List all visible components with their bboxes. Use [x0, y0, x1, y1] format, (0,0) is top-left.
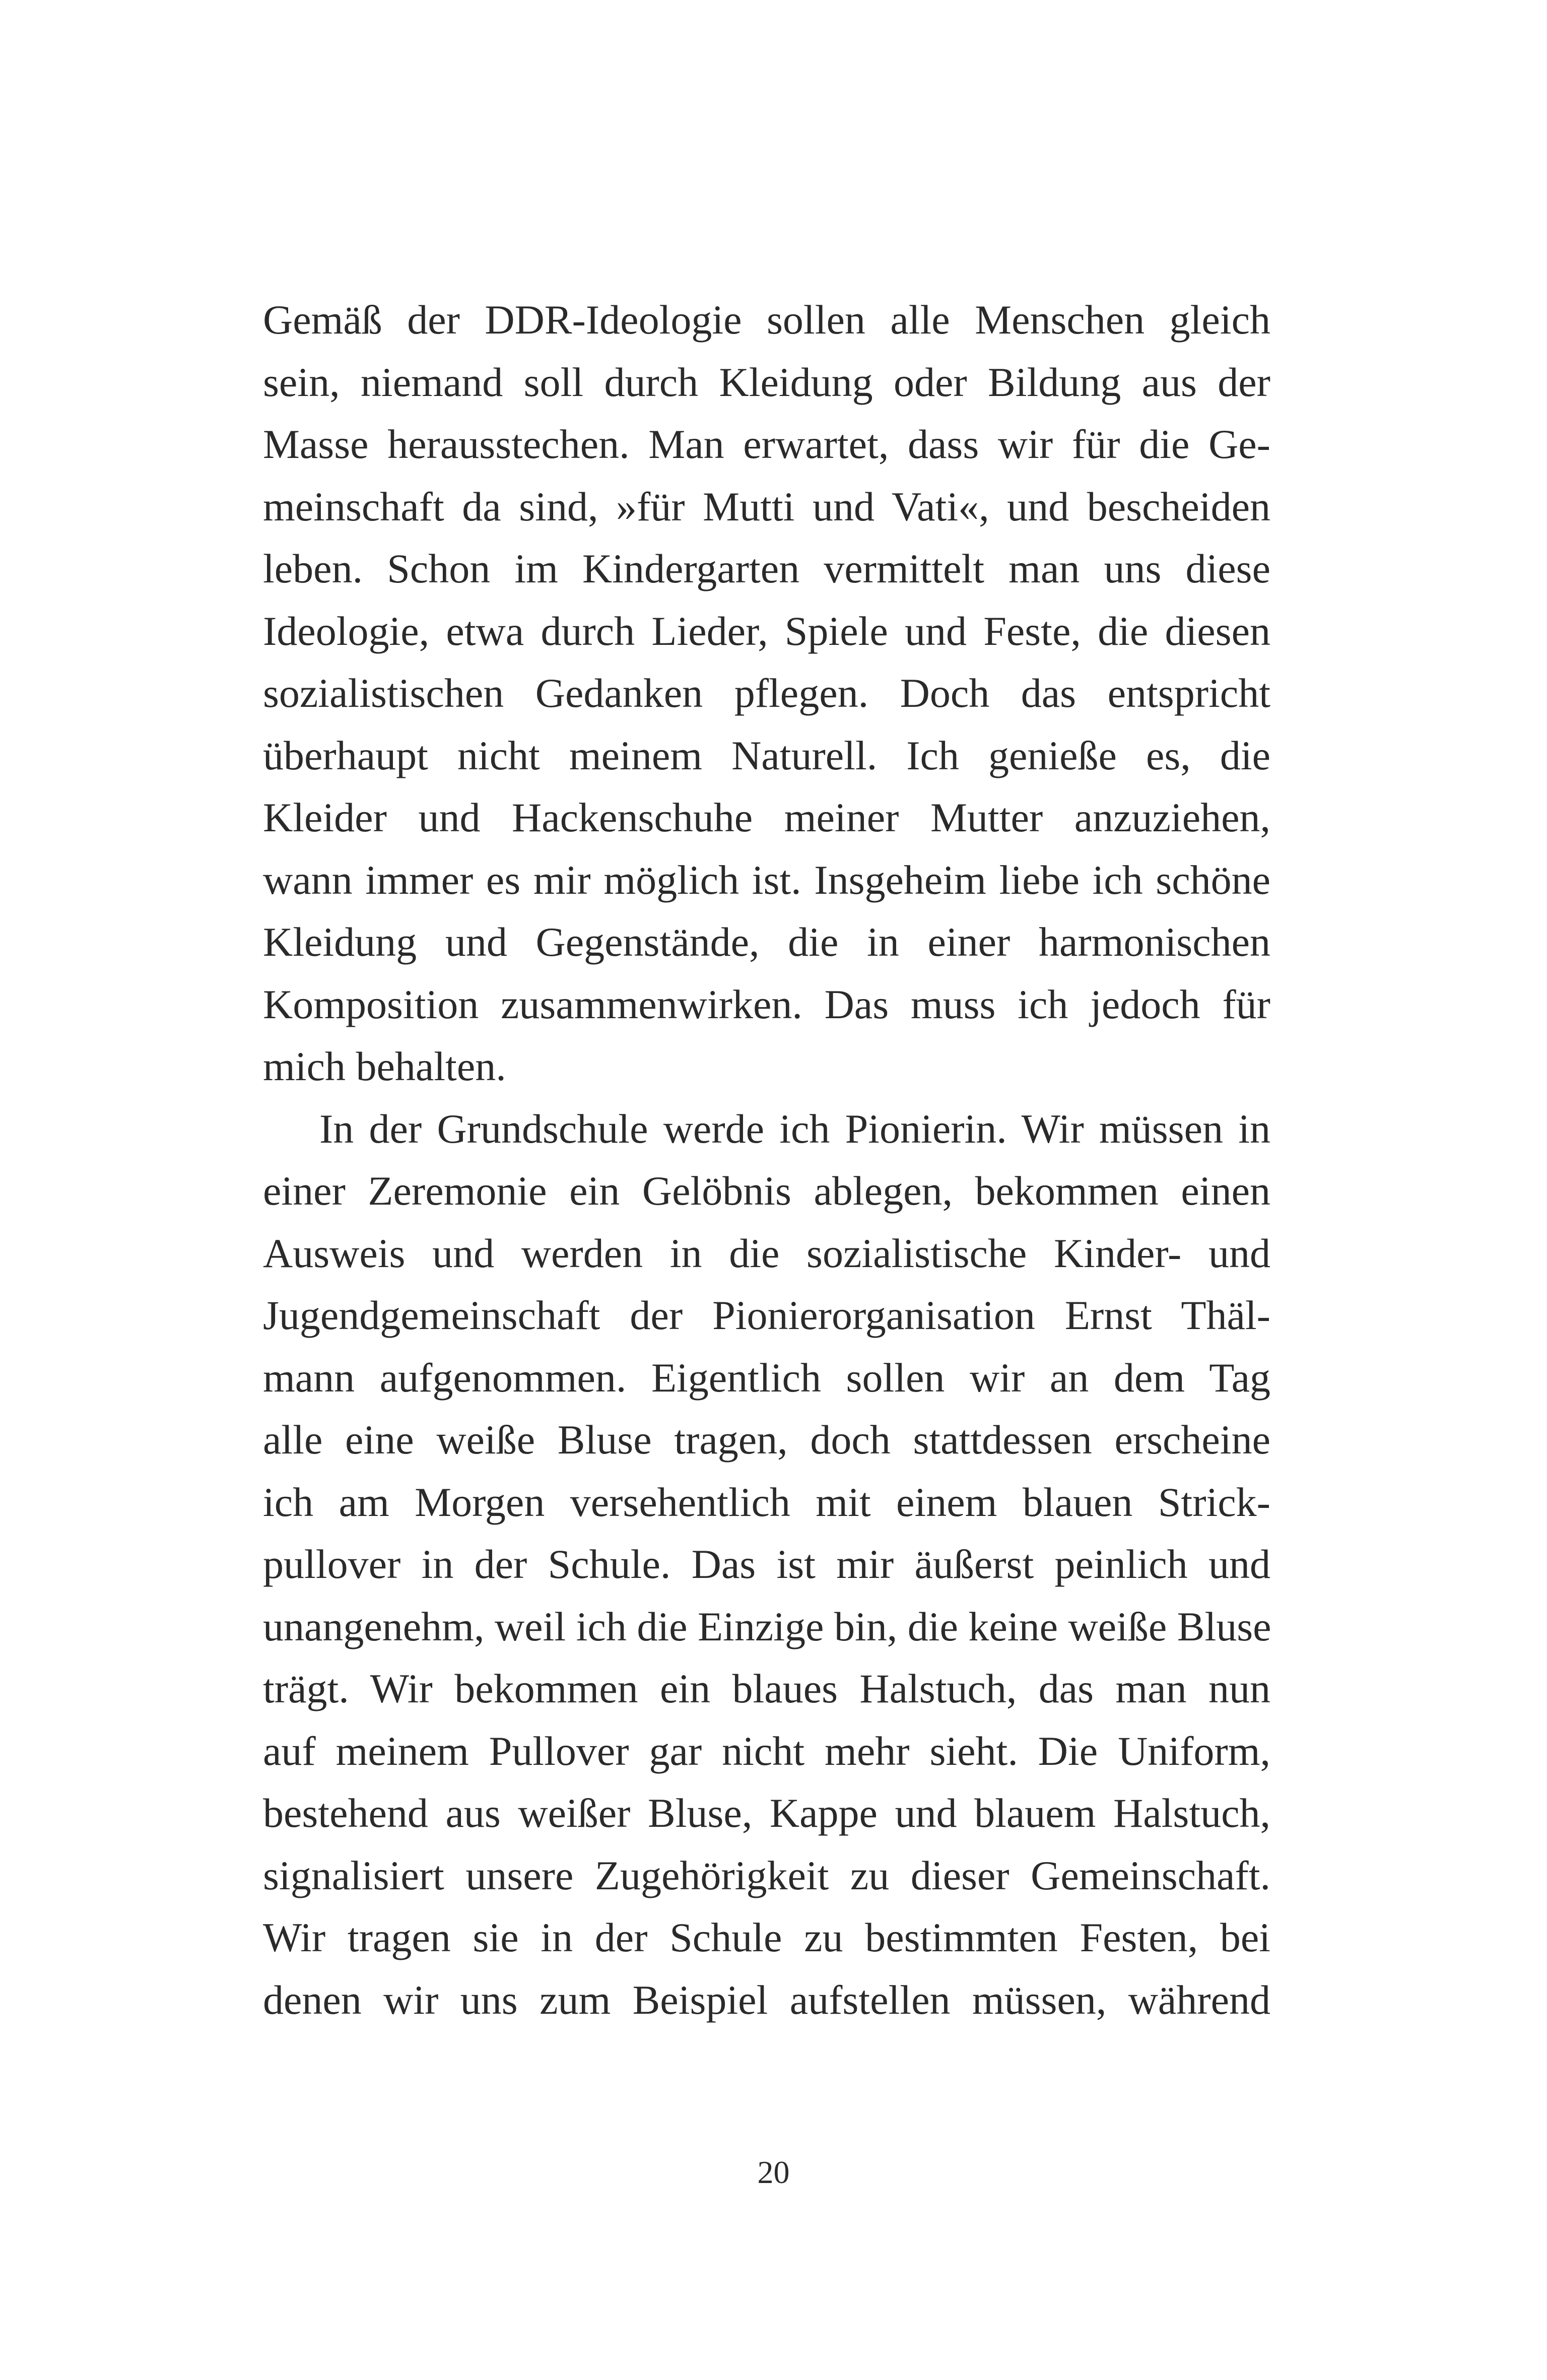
text-line: sein, niemand soll durch Kleidung oder Bildung aus der — [263, 359, 1270, 405]
text-line: mich behalten. — [263, 1043, 506, 1089]
text-line: Wir tragen sie in der Schule zu bestimmten Festen, bei — [263, 1914, 1270, 1960]
paragraph-2 — [263, 1098, 1270, 2031]
text-line: auf meinem Pullover gar nicht mehr sieht. Die Uniform, — [263, 1728, 1270, 1774]
text-line: Ideologie, etwa durch Lieder, Spiele und Feste, die diesen — [263, 608, 1270, 654]
text-line: wann immer es mir möglich ist. Insgeheim liebe ich schöne — [263, 856, 1270, 903]
text-line: ich am Morgen versehentlich mit einem blauen Strick- — [263, 1479, 1270, 1525]
text-line: trägt. Wir bekommen ein blaues Halstuch, das man nun — [263, 1666, 1270, 1711]
text-line: denen wir uns zum Beispiel aufstellen müssen, während — [263, 1976, 1270, 2023]
page-number: 20 — [757, 2154, 790, 2190]
text-line: Kleider und Hackenschuhe meiner Mutter anzuziehen, — [263, 795, 1270, 840]
text-line: Komposition zusammenwirken. Das muss ich jedoch für — [263, 981, 1270, 1027]
text-line: pullover in der Schule. Das ist mir äußerst peinlich und — [263, 1541, 1270, 1587]
text-line: Ausweis und werden in die sozialistische Kinder- und — [263, 1230, 1270, 1276]
text-line: Jugendgemeinschaft der Pionierorganisation Ernst Thäl- — [263, 1292, 1270, 1338]
text-line: In der Grundschule werde ich Pionierin. Wir müssen in — [319, 1105, 1270, 1152]
text-line: sozialistischen Gedanken pflegen. Doch das entspricht — [263, 670, 1270, 716]
text-line: signalisiert unsere Zugehörigkeit zu dieser Gemeinschaft. — [263, 1852, 1270, 1898]
text-line: mann aufgenommen. Eigentlich sollen wir an dem Tag — [263, 1354, 1270, 1401]
text-line: Kleidung und Gegenstände, die in einer harmonischen — [263, 919, 1270, 965]
text-line: alle eine weiße Bluse tragen, doch stattdessen erscheine — [263, 1417, 1270, 1463]
body-text — [263, 289, 1270, 2031]
text-line: meinschaft da sind, »für Mutti und Vati«, und bescheiden — [263, 483, 1270, 530]
text-line: leben. Schon im Kindergarten vermittelt man uns diese — [263, 546, 1270, 591]
text-line: unangenehm, weil ich die Einzige bin, die keine weiße Bluse — [263, 1603, 1271, 1649]
text-line: Gemäß der DDR-Ideologie sollen alle Menschen gleich — [263, 297, 1270, 343]
text-line: bestehend aus weißer Bluse, Kappe und blauem Halstuch, — [263, 1790, 1270, 1836]
paragraph-1 — [263, 289, 1270, 1098]
text-line: überhaupt nicht meinem Naturell. Ich genieße es, die — [263, 732, 1270, 778]
text-line: einer Zeremonie ein Gelöbnis ablegen, bekommen einen — [263, 1168, 1270, 1214]
text-line: Masse herausstechen. Man erwartet, dass wir für die Ge- — [263, 421, 1270, 467]
